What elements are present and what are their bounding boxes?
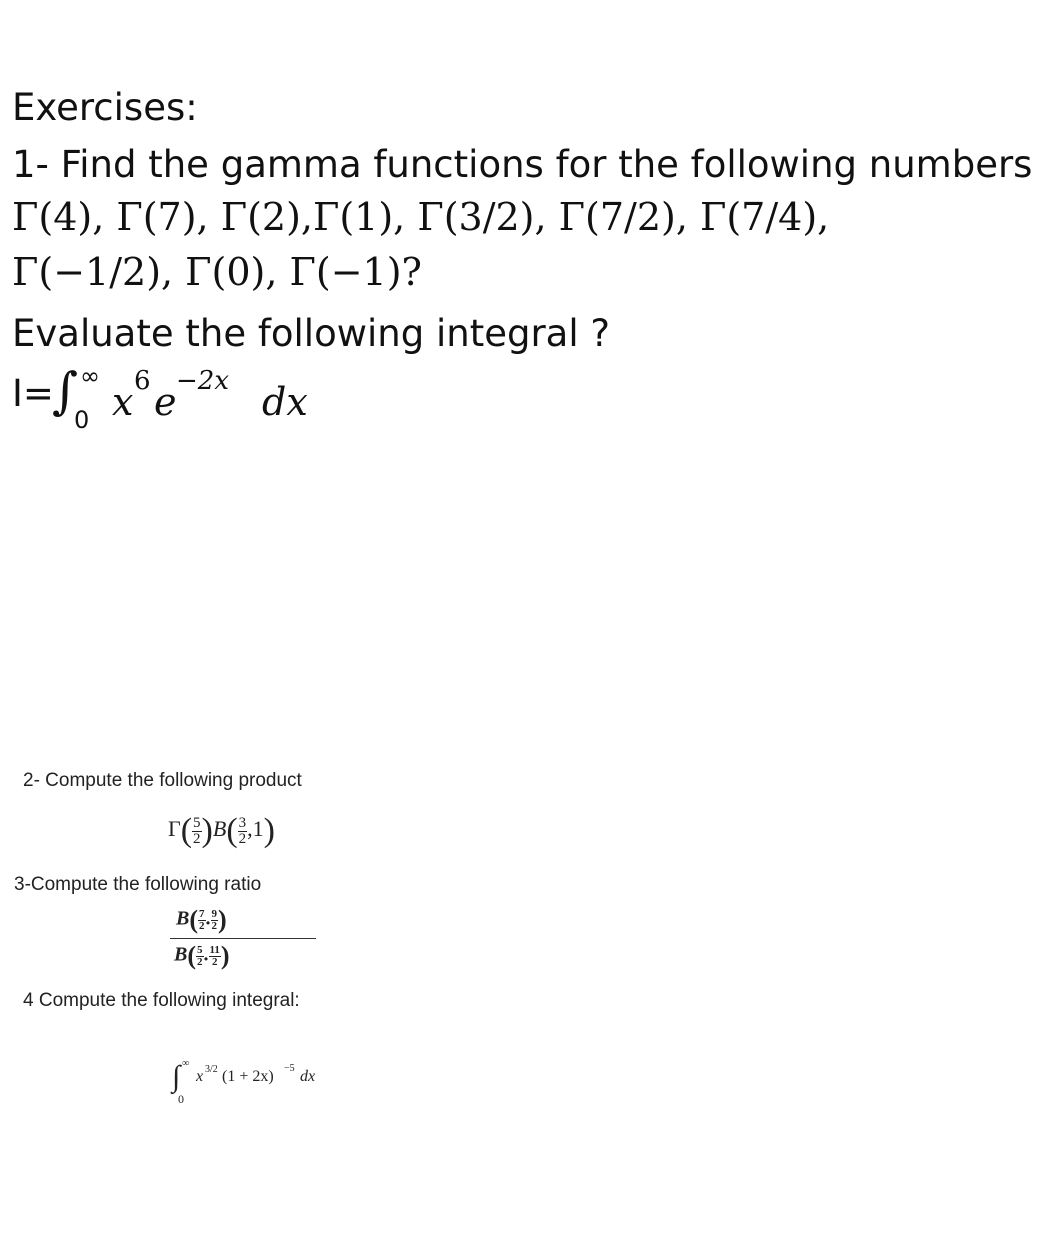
dot-separator: . (205, 907, 211, 930)
fraction-numerator: 9 (211, 907, 218, 920)
exercise-3-prompt: 3-Compute the following ratio (14, 874, 262, 895)
integral-sign: ∫ (52, 362, 79, 420)
right-paren: ) (263, 812, 275, 849)
fraction-denominator: 2 (197, 955, 203, 968)
integral-differential: dx (300, 1068, 316, 1085)
comma: , (247, 816, 253, 842)
page-title: Exercises: (12, 86, 198, 129)
ratio-numerator (176, 905, 227, 935)
integral-lhs: I= (12, 372, 54, 415)
exercise-2-prompt: 2- Compute the following product (23, 770, 302, 791)
fraction-denominator: 2 (238, 830, 247, 847)
integrand-factor-power: −5 (284, 1063, 295, 1074)
fraction-denominator: 2 (199, 919, 205, 932)
integral-power: 6 (134, 366, 151, 396)
fraction-numerator: 5 (193, 814, 201, 831)
integral-sign: ∫ (172, 1060, 181, 1093)
exercise-4-prompt: 4 Compute the following integral: (23, 990, 300, 1011)
integral-upper-limit: ∞ (80, 362, 100, 390)
integral-differential: dx (262, 380, 308, 424)
integrand-factor: (1 + 2x) (222, 1068, 274, 1085)
integrand-power: 3/2 (205, 1064, 218, 1075)
fraction-denominator: 2 (211, 919, 218, 932)
right-paren: ) (220, 941, 230, 970)
fraction-numerator: 5 (197, 943, 203, 956)
exercise-1-prompt: 1- Find the gamma functions for the following numbers (12, 143, 1033, 186)
exercise-4-integral (172, 1060, 342, 1120)
left-paren: ( (180, 812, 193, 849)
integral-prompt: Evaluate the following integral ? (12, 312, 611, 355)
right-paren: ) (201, 812, 213, 849)
ratio-fraction-bar (170, 938, 316, 939)
exercise-3-ratio (170, 905, 318, 973)
integral-lower-limit: 0 (74, 406, 90, 434)
fraction (209, 945, 221, 968)
integral-lower-limit: 0 (178, 1092, 184, 1106)
fraction-numerator: 7 (199, 907, 205, 920)
integral-upper-limit: ∞ (182, 1058, 190, 1069)
integral-exp-base: e (154, 380, 177, 424)
fraction-numerator: 3 (238, 814, 247, 831)
gamma-list-line-2: Γ(−1/2), Γ(0), Γ(−1)? (12, 250, 422, 294)
beta-symbol: B (212, 816, 227, 842)
gamma-symbol: Γ (168, 816, 181, 842)
ratio-denominator (174, 941, 230, 971)
beta-second-argument: 1 (252, 816, 264, 842)
beta-symbol: B (174, 943, 188, 966)
fraction (238, 816, 248, 847)
fraction (211, 909, 219, 932)
integrand-base: x (196, 1068, 204, 1085)
fraction (198, 909, 206, 932)
dot-separator: . (203, 943, 209, 966)
left-paren: ( (189, 905, 199, 934)
fraction (192, 816, 202, 847)
fraction (196, 945, 204, 968)
gamma-list-line-1: Γ(4), Γ(7), Γ(2),Γ(1), Γ(3/2), Γ(7/2), Γ(7/4), (12, 195, 830, 239)
beta-symbol: B (176, 907, 190, 930)
left-paren: ( (226, 812, 238, 849)
integral-base: x (112, 380, 134, 424)
exercise-2-expression (168, 812, 275, 850)
right-paren: ) (218, 905, 227, 934)
fraction-denominator: 2 (211, 955, 218, 968)
fraction-numerator: 11 (209, 943, 220, 956)
integral-exp-power: −2x (176, 366, 229, 396)
fraction-denominator: 2 (193, 830, 201, 847)
left-paren: ( (187, 941, 197, 970)
